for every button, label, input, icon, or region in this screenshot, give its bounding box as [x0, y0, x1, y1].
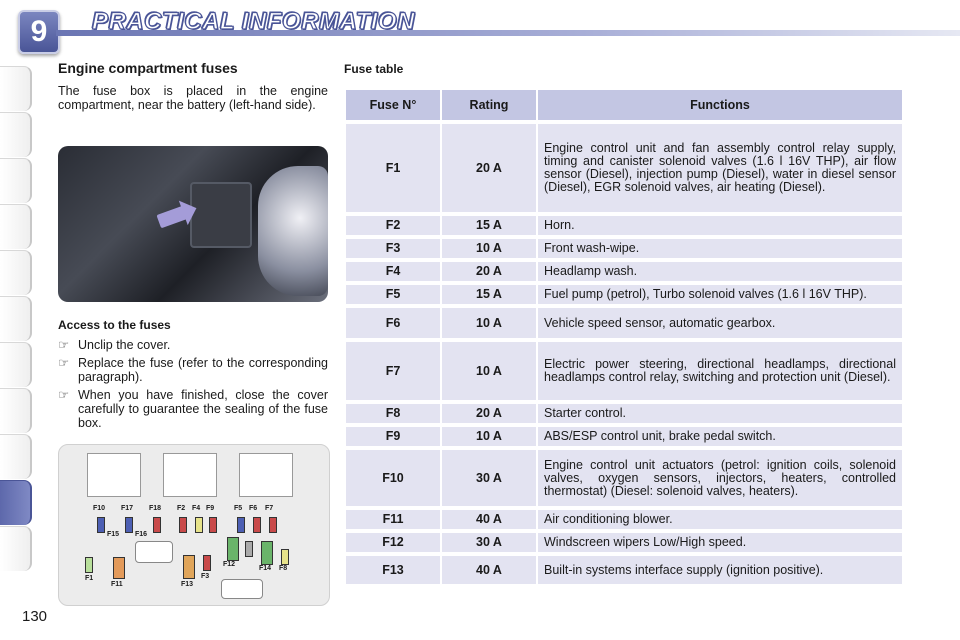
chapter-tab[interactable]	[0, 66, 32, 111]
fuse-icon	[195, 517, 203, 533]
fuse-rating: 15 A	[442, 216, 536, 235]
fuse-function: Engine control unit and fan assembly control relay supply, timing and canister solenoid valves (1.6 l 16V THP), air flow sensor (Diesel), injection pump (Diesel), water in diesel sensor (Diesel), EGR solenoid valves, air heating (Diesel).	[538, 124, 902, 212]
step-text: Unclip the cover.	[78, 338, 171, 352]
fuse-function: Front wash-wipe.	[538, 239, 902, 258]
headlamp-image	[258, 166, 328, 296]
diagram-label: F1	[85, 575, 94, 582]
diagram-label: F13	[181, 581, 194, 588]
table-row	[346, 308, 902, 338]
fuse-rating: 15 A	[442, 285, 536, 304]
arrow-icon	[156, 206, 187, 229]
relay-box	[163, 453, 217, 497]
fuse-number: F5	[346, 285, 440, 304]
fuse-icon	[261, 541, 273, 565]
fuse-rating: 20 A	[442, 404, 536, 423]
fuse-icon	[125, 517, 133, 533]
fuse-number: F2	[346, 216, 440, 235]
chapter-tab[interactable]	[0, 112, 32, 157]
diagram-label: F11	[111, 581, 123, 588]
fuse-icon	[209, 517, 217, 533]
fuse-icon	[183, 555, 195, 579]
table-row	[346, 556, 902, 584]
diagram-label: F6	[249, 505, 258, 512]
fuse-rating: 30 A	[442, 533, 536, 552]
table-row	[346, 216, 902, 235]
fuse-number: F3	[346, 239, 440, 258]
chapter-tab[interactable]	[0, 296, 32, 341]
diagram-label: F12	[223, 561, 236, 568]
pointing-hand-icon: ☞	[58, 338, 70, 352]
section-title: Engine compartment fuses	[58, 60, 238, 76]
fuse-number: F11	[346, 510, 440, 529]
fuse-function: Fuel pump (petrol), Turbo solenoid valves (1.6 l 16V THP).	[538, 285, 902, 304]
connector-shape	[135, 541, 173, 563]
fuse-box-diagram	[58, 444, 330, 606]
fuse-function: Air conditioning blower.	[538, 510, 902, 529]
engine-fuses-section	[58, 60, 328, 112]
table-row	[346, 450, 902, 506]
fuse-icon	[97, 517, 105, 533]
fuse-icon	[269, 517, 277, 533]
fuse-rating: 20 A	[442, 262, 536, 281]
list-item	[58, 388, 328, 430]
fuse-number: F4	[346, 262, 440, 281]
access-title: Access to the fuses	[58, 318, 171, 332]
fuse-number: F7	[346, 342, 440, 400]
fuse-number: F8	[346, 404, 440, 423]
table-row	[346, 427, 902, 446]
chapter-tab[interactable]	[0, 434, 32, 479]
table-row	[346, 262, 902, 281]
access-section	[58, 318, 328, 434]
fuse-rating: 40 A	[442, 556, 536, 584]
fuse-rating: 20 A	[442, 124, 536, 212]
fuse-rating: 30 A	[442, 450, 536, 506]
fuse-number: F10	[346, 450, 440, 506]
fuse-number: F13	[346, 556, 440, 584]
fuse-number: F6	[346, 308, 440, 338]
step-text: Replace the fuse (refer to the corresponding paragraph).	[78, 356, 328, 384]
fuse-icon	[153, 517, 161, 533]
step-text: When you have finished, close the cover carefully to guarantee the sealing of the fuse box.	[78, 388, 328, 430]
diagram-label: F7	[265, 505, 274, 512]
fuse-function: Windscreen wipers Low/High speed.	[538, 533, 902, 552]
table-header-row	[346, 90, 902, 120]
diagram-label: F15	[107, 531, 120, 538]
diagram-label: F17	[121, 505, 134, 512]
fuse-number: F9	[346, 427, 440, 446]
fuse-icon	[85, 557, 93, 573]
fuse-function: Vehicle speed sensor, automatic gearbox.	[538, 308, 902, 338]
chapter-tabs	[0, 66, 32, 572]
fuse-function: Built-in systems interface supply (ignition positive).	[538, 556, 902, 584]
table-row	[346, 285, 902, 304]
chapter-tab[interactable]	[0, 158, 32, 203]
fuse-rating: 40 A	[442, 510, 536, 529]
column-header: Rating	[442, 90, 536, 120]
diagram-label: F16	[135, 531, 148, 538]
fuse-rating: 10 A	[442, 342, 536, 400]
relay-box	[87, 453, 141, 497]
fuse-icon	[245, 541, 253, 557]
connector-shape	[221, 579, 263, 599]
fuse-number: F1	[346, 124, 440, 212]
fuse-function: ABS/ESP control unit, brake pedal switch.	[538, 427, 902, 446]
chapter-tab[interactable]	[0, 342, 32, 387]
chapter-tab[interactable]	[0, 388, 32, 433]
chapter-tab[interactable]	[0, 204, 32, 249]
fuse-number: F12	[346, 533, 440, 552]
table-row	[346, 404, 902, 423]
column-header: Fuse N°	[346, 90, 440, 120]
fuse-icon	[281, 549, 289, 565]
diagram-label: F8	[279, 565, 288, 572]
engine-bay-photo	[58, 146, 328, 302]
page-number: 130	[22, 608, 48, 625]
relay-box	[239, 453, 293, 497]
pointing-hand-icon: ☞	[58, 356, 70, 370]
table-row	[346, 533, 902, 552]
table-row	[346, 510, 902, 529]
table-row	[346, 342, 902, 400]
chapter-tab-active[interactable]	[0, 480, 32, 525]
fuse-table	[344, 86, 904, 588]
intro-text: The fuse box is placed in the engine compartment, near the battery (left-hand side).	[58, 84, 328, 112]
list-item	[58, 356, 328, 384]
diagram-label: F18	[149, 505, 162, 512]
fuse-rating: 10 A	[442, 427, 536, 446]
fuse-icon	[237, 517, 245, 533]
chapter-badge[interactable]: 9	[18, 10, 60, 54]
diagram-label: F14	[259, 565, 272, 572]
fuse-rating: 10 A	[442, 308, 536, 338]
fuse-icon	[113, 557, 125, 579]
column-header: Functions	[538, 90, 902, 120]
list-item	[58, 338, 328, 352]
table-row	[346, 124, 902, 212]
fuse-icon	[203, 555, 211, 571]
diagram-label: F3	[201, 573, 210, 580]
chapter-tab[interactable]	[0, 526, 32, 571]
diagram-label: F5	[234, 505, 243, 512]
diagram-label: F2	[177, 505, 186, 512]
fuse-rating: 10 A	[442, 239, 536, 258]
fuse-function: Horn.	[538, 216, 902, 235]
fuse-function: Starter control.	[538, 404, 902, 423]
fuse-icon	[227, 537, 239, 561]
fuse-function: Headlamp wash.	[538, 262, 902, 281]
table-row	[346, 239, 902, 258]
fuse-function: Engine control unit actuators (petrol: ignition coils, solenoid valves, oxygen sensors, injectors, heaters, controlled thermostat) (Diesel: solenoid valves, heaters).	[538, 450, 902, 506]
fuse-icon	[253, 517, 261, 533]
fuse-icon	[179, 517, 187, 533]
diagram-label: F4	[192, 505, 201, 512]
table-title: Fuse table	[344, 62, 404, 76]
pointing-hand-icon: ☞	[58, 388, 70, 402]
diagram-label: F10	[93, 505, 106, 512]
fuse-function: Electric power steering, directional headlamps, directional headlamps control relay, switching and protection unit (Diesel).	[538, 342, 902, 400]
diagram-label: F9	[206, 505, 215, 512]
chapter-tab[interactable]	[0, 250, 32, 295]
page-title: PRACTICAL INFORMATION	[92, 8, 415, 35]
